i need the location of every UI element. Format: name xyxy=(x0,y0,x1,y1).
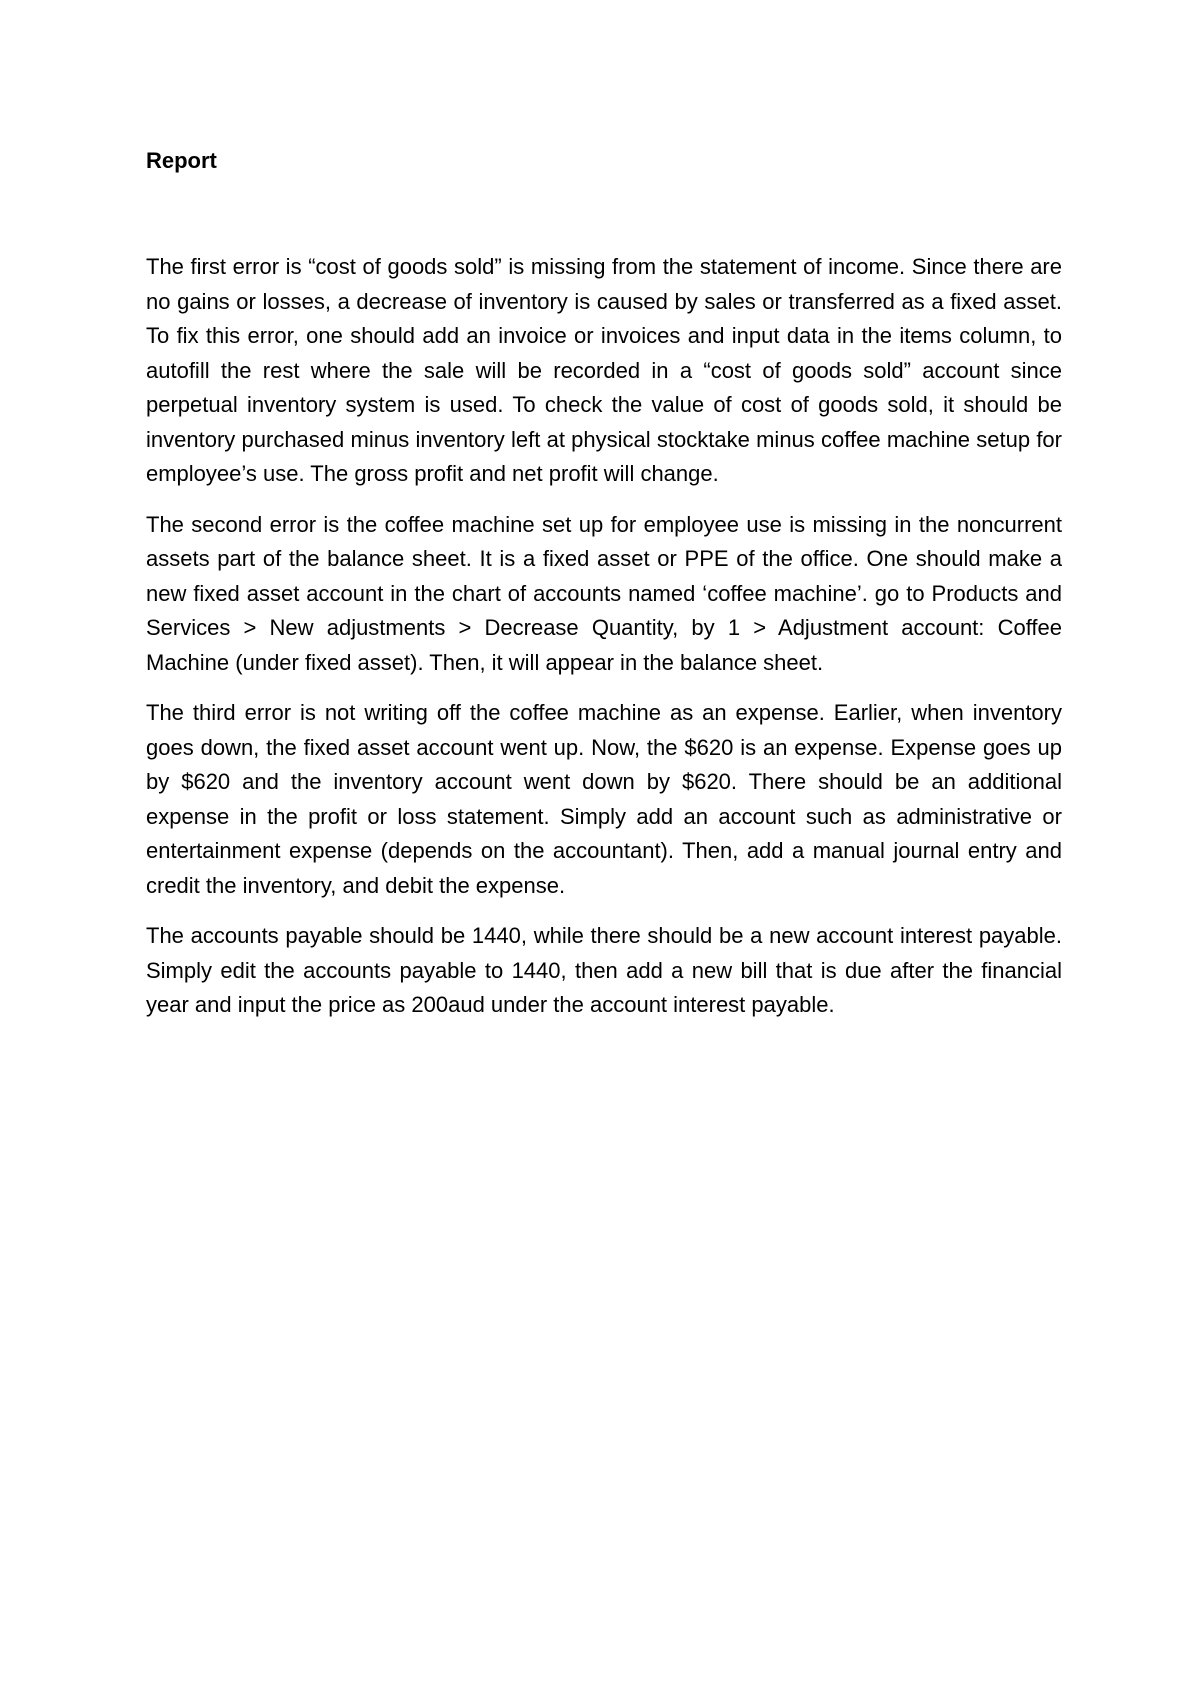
paragraph-accounts-payable: The accounts payable should be 1440, while there should be a new account interest payable. Simply edit the accounts payable to 1440, then add a new bill that is due after the financial year and input the price as 200aud under the account interest payable. xyxy=(146,923,1062,1017)
paragraph-first-error: The first error is “cost of goods sold” is missing from the statement of income. Since there are no gains or losses, a decrease of inventory is caused by sales or transferred as a fixed asset. To fix this error, one should add an invoice or invoices and input data in the items column, to autofill the rest where the sale will be recorded in a “cost of goods sold” account since perpetual inventory system is used. To check the value of cost of goods sold, it should be inventory purchased minus inventory left at physical stocktake minus coffee machine setup for employee’s use. The gross profit and net profit will change. xyxy=(146,254,1062,486)
paragraph-third-error: The third error is not writing off the coffee machine as an expense. Earlier, when inventory goes down, the fixed asset account went up. Now, the $620 is an expense. Expense goes up by $620 and the inventory account went down by $620. There should be an additional expense in the profit or loss statement. Simply add an account such as administrative or entertainment expense (depends on the accountant). Then, add a manual journal entry and credit the inventory, and debit the expense. xyxy=(146,700,1062,898)
paragraph-second-error: The second error is the coffee machine set up for employee use is missing in the noncurrent assets part of the balance sheet. It is a fixed asset or PPE of the office. One should make a new fixed asset account in the chart of accounts named ‘coffee machine’. go to Products and Services > New adjustments > Decrease Quantity, by 1 > Adjustment account: Coffee Machine (under fixed asset). Then, it will appear in the balance sheet. xyxy=(146,511,1062,675)
document-body xyxy=(146,146,1062,1039)
report-heading: Report xyxy=(146,148,217,173)
